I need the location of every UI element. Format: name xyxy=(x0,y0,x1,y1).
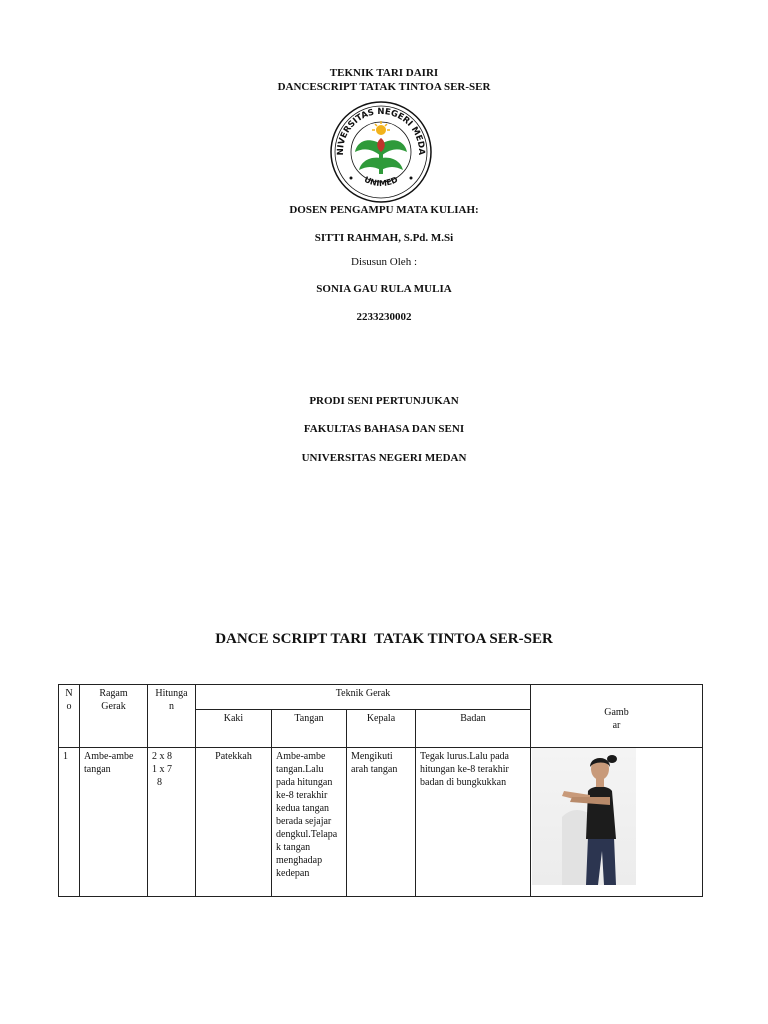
header-badan: Badan xyxy=(416,710,531,748)
cell-kaki: Patekkah xyxy=(196,748,272,897)
header-hitungan: Hitunga n xyxy=(148,685,196,748)
doc-title-line1: TEKNIK TARI DAIRI xyxy=(329,67,439,79)
header-teknik-gerak: Teknik Gerak xyxy=(196,685,531,710)
doc-title xyxy=(0,66,768,94)
cell-ragam-gerak: Ambe-ambe tangan xyxy=(80,748,148,897)
table-row xyxy=(59,748,703,897)
cell-tangan: Ambe-ambe tangan.Lalu pada hitungan ke-8 terakhir kedua tangan berada sejajar dengkul.Telapa k tangan menghadap kedepan xyxy=(272,748,347,897)
dance-script-table xyxy=(58,684,703,897)
cell-badan: Tegak lurus.Lalu pada hitungan ke-8 terakhir badan di bungkukkan xyxy=(416,748,531,897)
svg-text:UNIMED: UNIMED xyxy=(362,174,400,189)
cell-kepala: Mengikuti arah tangan xyxy=(347,748,416,897)
header-gambar: Gamb ar xyxy=(531,685,703,748)
header-tangan: Tangan xyxy=(272,710,347,748)
doc-title-line2: DANCESCRIPT TATAK TINTOA SER-SER xyxy=(277,81,491,93)
header-kaki: Kaki xyxy=(196,710,272,748)
svg-text:UNIVERSITAS NEGERI MEDAN: NIVERSITAS NEGERI MEDA xyxy=(335,106,427,156)
unimed-seal-icon xyxy=(327,100,435,204)
faculty-name: FAKULTAS BAHASA DAN SENI xyxy=(303,423,465,435)
cell-hitungan: 2 x 8 1 x 7 8 xyxy=(148,748,196,897)
compiled-by-label: Disusun Oleh : xyxy=(351,256,417,268)
prodi-name: PRODI SENI PERTUNJUKAN xyxy=(309,395,459,407)
lecturer-label: DOSEN PENGAMPU MATA KULIAH: xyxy=(289,204,479,216)
student-name: SONIA GAU RULA MULIA xyxy=(316,283,452,295)
header-kepala: Kepala xyxy=(347,710,416,748)
lecturer-name: SITTI RAHMAH, S.Pd. M.Si xyxy=(314,232,454,244)
cell-no: 1 xyxy=(59,748,80,897)
header-ragam-gerak: Ragam Gerak xyxy=(80,685,148,748)
cell-gambar xyxy=(531,748,703,897)
table-header-row xyxy=(59,685,703,710)
section-title: DANCE SCRIPT TARI TATAK TINTOA SER-SER xyxy=(215,631,553,647)
header-no: N o xyxy=(59,685,80,748)
university-name: UNIVERSITAS NEGERI MEDAN xyxy=(301,452,467,464)
student-id: 2233230002 xyxy=(356,311,412,323)
dancer-photo xyxy=(532,747,636,885)
